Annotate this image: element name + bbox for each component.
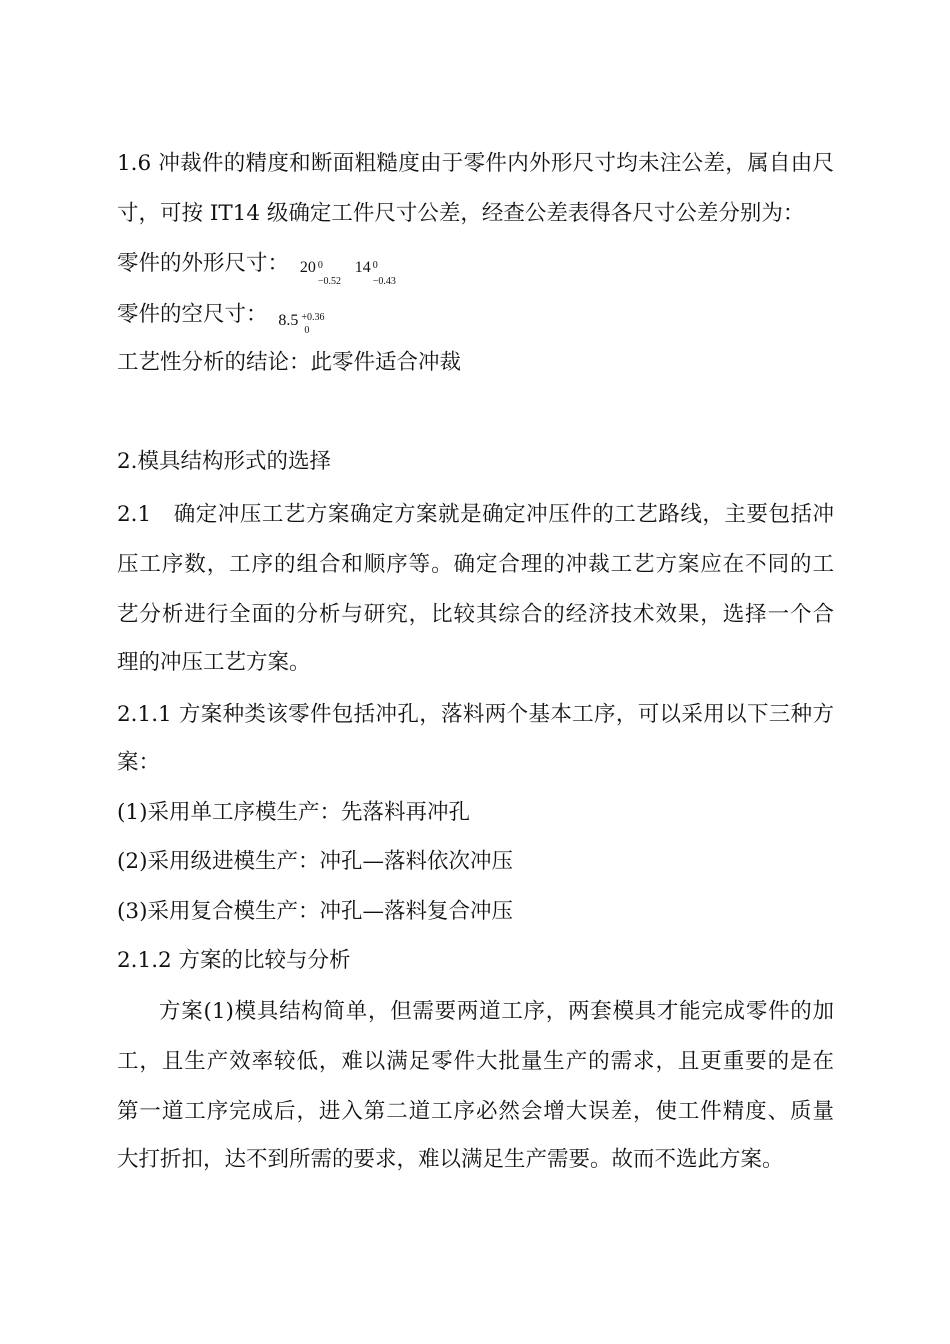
option-3: (3)采用复合模生产：冲孔—落料复合冲压 bbox=[117, 899, 513, 924]
paragraph-2-1-line-2: 压工序数，工序的组合和顺序等。确定合理的冲裁工艺方案应在不同的工 bbox=[117, 552, 834, 577]
hole-dimension-label: 零件的空尺寸： bbox=[117, 302, 268, 327]
paragraph-2-1-2-line-3: 第一道工序完成后，进入第二道工序必然会增大误差，使工件精度、质量 bbox=[117, 1099, 834, 1124]
conclusion-line: 工艺性分析的结论：此零件适合冲裁 bbox=[117, 350, 462, 375]
option-2: (2)采用级进模生产：冲孔—落料依次冲压 bbox=[117, 849, 513, 874]
paragraph-2-1-1-line-2: 案： bbox=[117, 750, 161, 775]
paragraph-2-1-2-line-1: 方案(1)模具结构简单，但需要两道工序，两套模具才能完成零件的加 bbox=[159, 999, 834, 1024]
outer-dimension-14: 14 0 −0.43 bbox=[354, 259, 396, 287]
hole-dimension-8-5: 8.5 +0.36 0 bbox=[278, 312, 325, 336]
paragraph-2-1-line-3: 艺分析进行全面的分析与研究，比较其综合的经济技术效果，选择一个合 bbox=[117, 602, 834, 627]
option-1: (1)采用单工序模生产：先落料再冲孔 bbox=[117, 800, 470, 825]
paragraph-2-1-2-line-2: 工，且生产效率较低，难以满足零件大批量生产的需求，且更重要的是在 bbox=[117, 1049, 834, 1074]
outer-dimension-label: 零件的外形尺寸： bbox=[117, 251, 290, 276]
hole-dimension-line bbox=[117, 300, 338, 336]
paragraph-2-1-line-4: 理的冲压工艺方案。 bbox=[117, 650, 311, 675]
outer-dimension-20: 20 0 −0.52 bbox=[299, 259, 341, 287]
paragraph-2-1-1-line-1: 2.1.1 方案种类该零件包括冲孔，落料两个基本工序，可以采用以下三种方 bbox=[117, 702, 834, 727]
section-2-heading: 2.模具结构形式的选择 bbox=[117, 449, 332, 474]
paragraph-1-6-line-2: 寸，可按 IT14 级确定工件尺寸公差，经查公差表得各尺寸公差分别为： bbox=[117, 201, 805, 226]
outer-dimension-line bbox=[117, 249, 405, 287]
paragraph-2-1-2-line-4: 大打折扣，达不到所需的要求，难以满足生产需要。故而不选此方案。 bbox=[117, 1147, 784, 1172]
paragraph-1-6-line-1: 1.6 冲裁件的精度和断面粗糙度由于零件内外形尺寸均未注公差，属自由尺 bbox=[117, 151, 834, 176]
heading-2-1-2: 2.1.2 方案的比较与分析 bbox=[117, 948, 351, 973]
paragraph-2-1-line-1: 2.1 确定冲压工艺方案确定方案就是确定冲压件的工艺路线，主要包括冲 bbox=[117, 502, 834, 527]
